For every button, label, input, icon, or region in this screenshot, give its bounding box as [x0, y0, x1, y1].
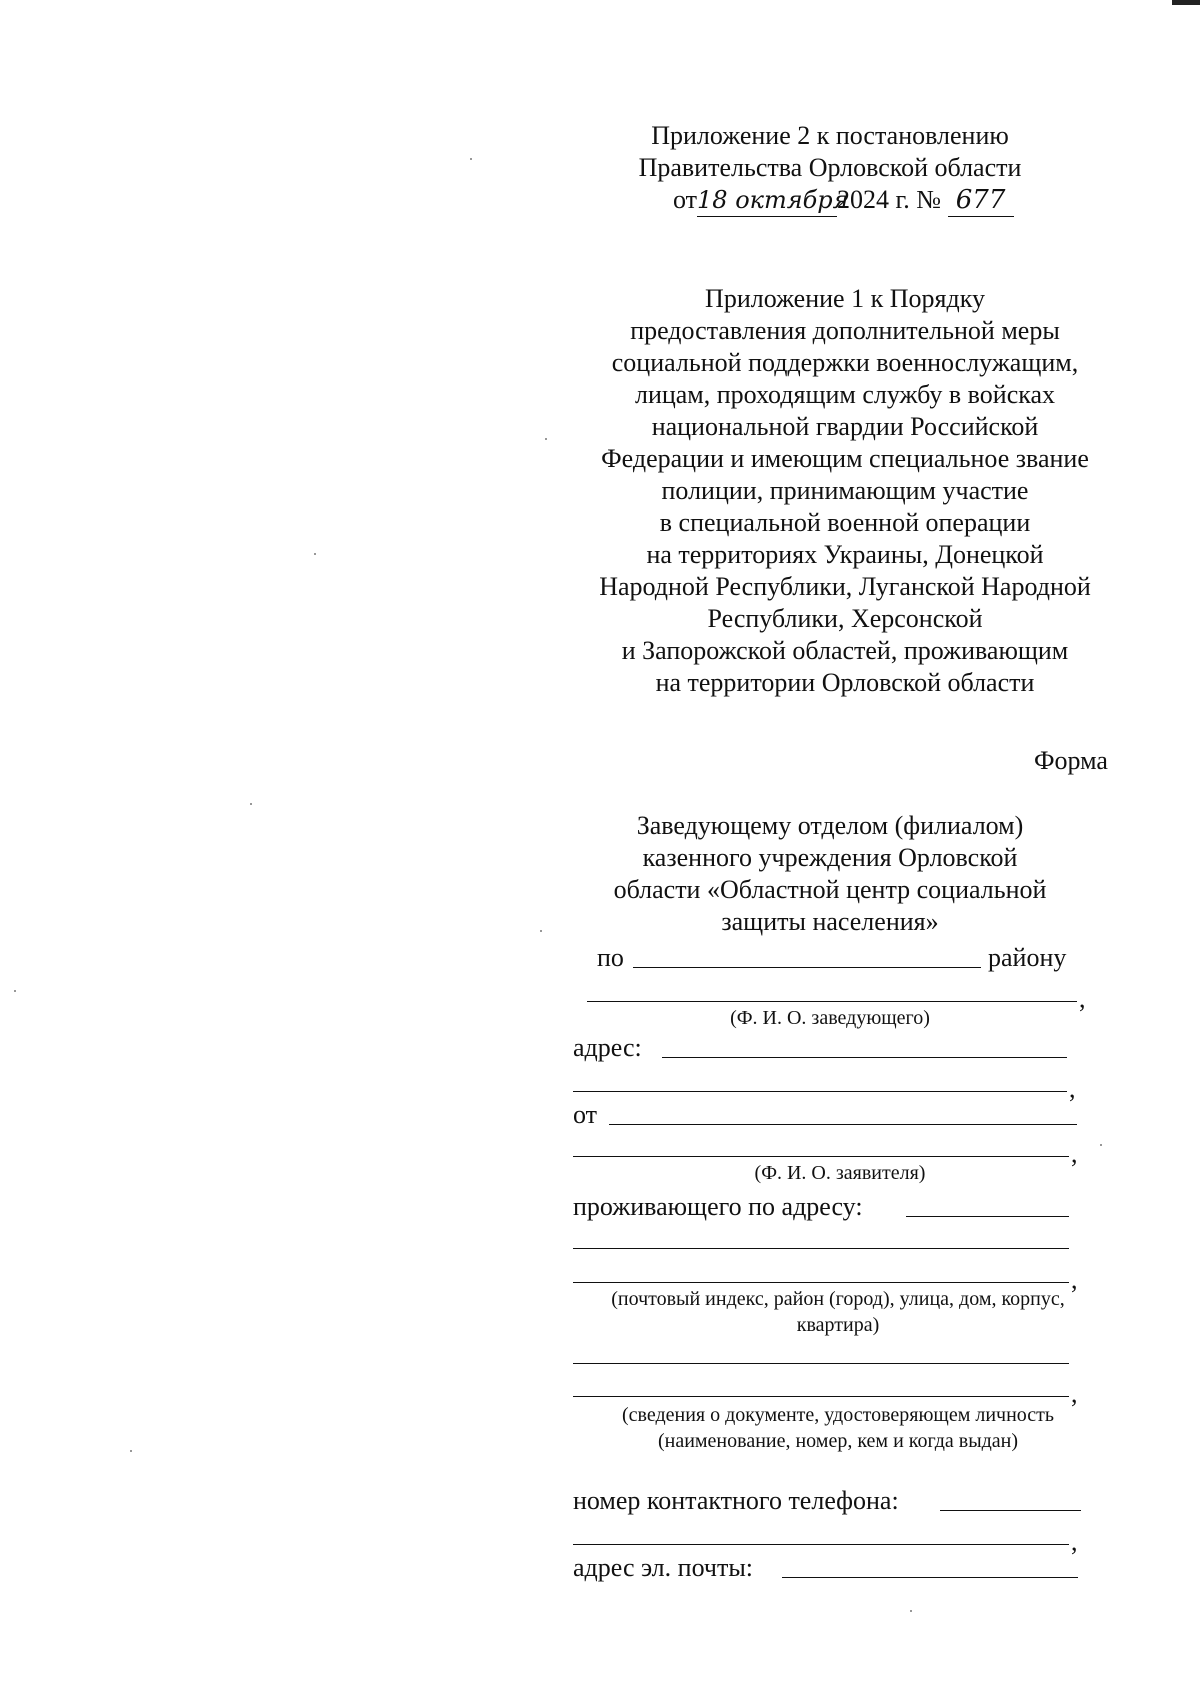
id-caption-line: (наименование, номер, кем и когда выдан): [657, 1430, 1019, 1452]
scan-speck: [545, 438, 547, 440]
id-caption: [568, 1402, 1108, 1454]
order-line: Приложение 1 к Порядку: [705, 284, 985, 313]
scan-speck: [250, 803, 252, 805]
from-label: от: [573, 1100, 598, 1129]
order-line: на территории Орловской области: [655, 668, 1035, 697]
order-line: полиции, принимающим участие: [661, 476, 1029, 505]
residence-field[interactable]: [906, 1216, 1069, 1217]
id-caption-line: (сведения о документе, удостоверяющем личность: [621, 1404, 1055, 1426]
district-field[interactable]: [633, 967, 981, 968]
addressee-line: казенного учреждения Орловской: [642, 843, 1018, 872]
postal-caption: [568, 1286, 1108, 1338]
header-line-2: Правительства Орловской области: [638, 153, 1022, 182]
order-line: предоставления дополнительной меры: [630, 316, 1060, 345]
scan-speck: [910, 1610, 912, 1612]
order-line: Республики, Херсонской: [707, 604, 983, 633]
order-line: и Запорожской областей, проживающим: [621, 636, 1069, 665]
scan-speck: [540, 930, 542, 932]
head-name-field[interactable]: [587, 1001, 1077, 1002]
comma: ,: [1079, 984, 1086, 1013]
address-field[interactable]: [662, 1057, 1067, 1058]
addressee-block: [580, 810, 1080, 938]
email-field[interactable]: [782, 1577, 1078, 1578]
scan-speck: [314, 553, 316, 555]
scan-speck: [1100, 1144, 1102, 1146]
scan-speck: [470, 158, 472, 160]
scan-speck: [130, 1450, 132, 1452]
order-appendix: [565, 283, 1125, 699]
id-document-field-2[interactable]: [573, 1396, 1069, 1397]
applicant-name-field-2[interactable]: [573, 1156, 1069, 1157]
order-line: социальной поддержки военнослужащим,: [611, 348, 1079, 377]
date-year: 2024 г. №: [837, 185, 942, 214]
postal-caption-line: квартира): [796, 1314, 880, 1336]
order-line: национальной гвардии Российской: [651, 412, 1039, 441]
address-label: адрес:: [573, 1033, 642, 1062]
comma: ,: [1071, 1139, 1078, 1168]
phone-label: номер контактного телефона:: [573, 1486, 899, 1515]
comma: ,: [1069, 1074, 1076, 1103]
header-line-1: Приложение 2 к постановлению: [651, 121, 1009, 150]
residence-field-2[interactable]: [573, 1248, 1069, 1249]
comma: ,: [1071, 1379, 1078, 1408]
residence-label: проживающего по адресу:: [573, 1192, 863, 1221]
order-line: в специальной военной операции: [659, 508, 1031, 537]
address-field-2[interactable]: [573, 1091, 1067, 1092]
residence-field-3[interactable]: [573, 1282, 1069, 1283]
comma: ,: [1071, 1527, 1078, 1556]
phone-field-2[interactable]: [573, 1544, 1069, 1545]
po-label: по: [597, 943, 624, 972]
header-appendix: [580, 120, 1080, 184]
head-caption: (Ф. И. О. заведующего): [730, 1007, 930, 1029]
applicant-name-field[interactable]: [609, 1124, 1077, 1125]
order-line: на территориях Украины, Донецкой: [646, 540, 1044, 569]
scan-speck: [14, 990, 16, 992]
date-prefix: от: [673, 185, 698, 214]
scan-edge-mark: [1172, 0, 1200, 5]
handwritten-date: 18 октября: [697, 184, 837, 217]
comma: ,: [1071, 1265, 1078, 1294]
header-line-3: [673, 184, 1014, 217]
order-line: Народной Республики, Луганской Народной: [599, 572, 1091, 601]
rayon-label: району: [988, 943, 1067, 972]
addressee-line: Заведующему отделом (филиалом): [636, 811, 1024, 840]
id-document-field[interactable]: [573, 1363, 1069, 1364]
handwritten-number: 677: [948, 184, 1014, 217]
order-line: лицам, проходящим службу в войсках: [634, 380, 1056, 409]
applicant-caption: (Ф. И. О. заявителя): [754, 1162, 926, 1184]
email-label: адрес эл. почты:: [573, 1553, 754, 1582]
form-label: Форма: [1034, 746, 1108, 775]
phone-field[interactable]: [940, 1510, 1081, 1511]
addressee-line: области «Областной центр социальной: [613, 875, 1047, 904]
addressee-line: защиты населения»: [721, 907, 939, 936]
postal-caption-line: (почтовый индекс, район (город), улица, дом, корпус,: [611, 1288, 1065, 1310]
order-line: Федерации и имеющим специальное звание: [601, 444, 1089, 473]
